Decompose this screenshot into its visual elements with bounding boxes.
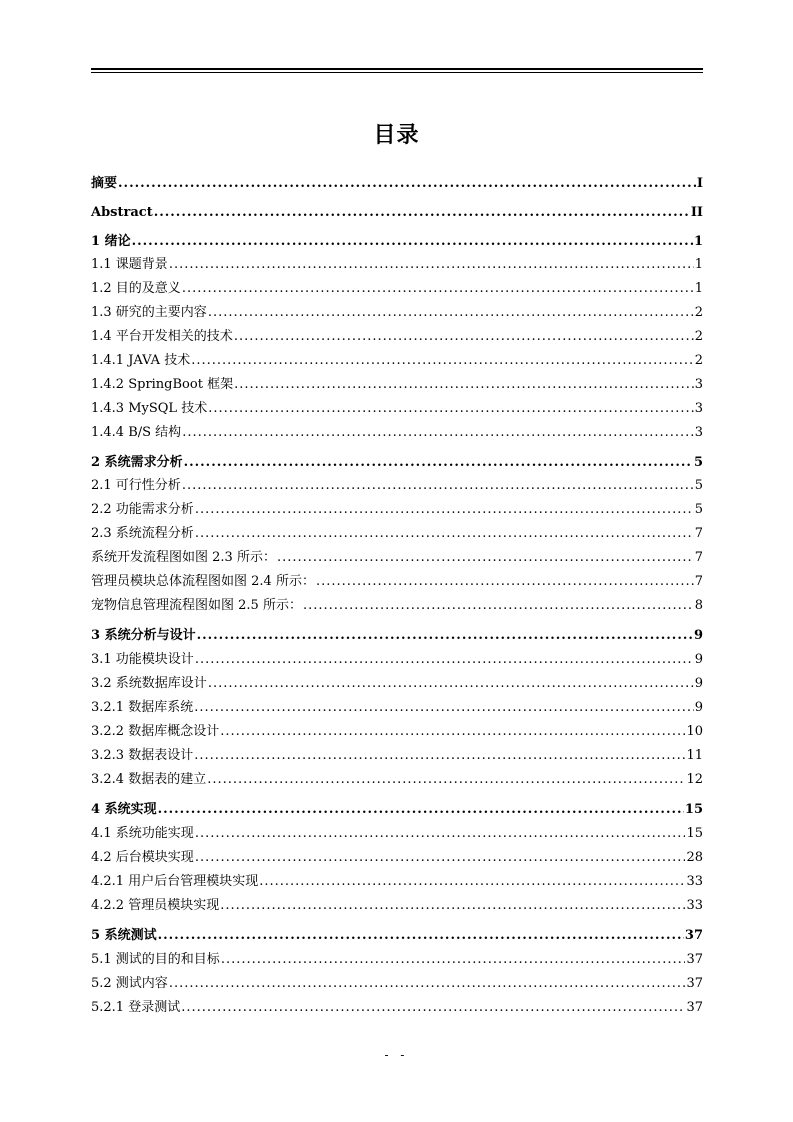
toc-entry-page: 1 [694,281,703,296]
toc-entry[interactable] [91,948,703,968]
toc-entry[interactable] [91,648,703,668]
toc-entry[interactable] [91,201,703,221]
toc-dot-leader [184,455,693,471]
toc-entry-label: 4.2.1 用户后台管理模块实现 [91,874,259,889]
toc-dot-leader [208,676,694,692]
toc-entry[interactable] [91,301,703,321]
toc-entry-page: 9 [694,700,703,715]
toc-entry-page: 37 [686,976,703,991]
toc-entry-label: 4.1 系统功能实现 [91,826,194,841]
toc-entry-label: 4.2 后台模块实现 [91,850,194,865]
toc-entry[interactable] [91,397,703,417]
toc-entry-page: 3 [694,377,703,392]
toc-dot-leader [154,205,690,221]
toc-entry-label: 5 系统测试 [91,928,157,943]
toc-entry[interactable] [91,894,703,914]
toc-entry-label: 1 绪论 [91,234,131,249]
toc-entry-page: 15 [686,826,703,841]
toc-entry-page: 15 [684,802,703,817]
toc-entry-label: 1.2 目的及意义 [91,281,181,296]
toc-entry-label: 1.4.1 JAVA 技术 [91,353,191,368]
toc-entry[interactable] [91,672,703,692]
toc-entry-page: 37 [686,1000,703,1015]
toc-title: 目录 [373,123,420,148]
toc-entry-label: 5.2 测试内容 [91,976,168,991]
toc-entry-page: 10 [686,724,703,739]
toc-entry-page: 28 [686,850,703,865]
toc-entry-page: 5 [694,478,703,493]
toc-entry-label: 3.2.1 数据库系统 [91,700,194,715]
toc-dot-leader [158,802,684,818]
toc-entry-label: 3.2 系统数据库设计 [91,676,207,691]
toc-entry[interactable] [91,594,703,614]
toc-entry[interactable] [91,546,703,566]
header-rule-thick [91,68,703,70]
toc-entry[interactable] [91,451,703,471]
toc-entry-label: 宠物信息管理流程图如图 2.5 所示： [91,598,302,613]
toc-entry-page: 7 [694,550,703,565]
toc-entry-page: 3 [694,401,703,416]
toc-dot-leader [234,377,694,393]
toc-entry[interactable] [91,522,703,542]
toc-entry-page: 2 [694,305,703,320]
toc-entry-page: 7 [694,574,703,589]
toc-entry[interactable] [91,798,703,818]
toc-dot-leader [195,526,694,542]
toc-entry-page: 8 [694,598,703,613]
toc-entry[interactable] [91,744,703,764]
toc-entry-page: 37 [686,952,703,967]
toc-entry-page: 1 [694,257,703,272]
toc-entry[interactable] [91,498,703,518]
toc-entry-page: 7 [694,526,703,541]
toc-entry[interactable] [91,172,703,192]
toc-dot-leader [259,874,685,890]
toc-entry[interactable] [91,373,703,393]
toc-entry[interactable] [91,570,703,590]
toc-entry-label: 4.2.2 管理员模块实现 [91,898,220,913]
toc-entry-label: 3 系统分析与设计 [91,628,196,643]
toc-entry[interactable] [91,474,703,494]
toc-entry-page: 3 [694,425,703,440]
toc-dot-leader [195,502,694,518]
toc-dot-leader [182,281,694,297]
toc-entry[interactable] [91,349,703,369]
toc-entry-page: 5 [694,502,703,517]
toc-entry-label: 2.1 可行性分析 [91,478,181,493]
toc-entry[interactable] [91,277,703,297]
toc-entry-page: I [696,176,703,191]
toc-entry-label: 2.2 功能需求分析 [91,502,194,517]
toc-dot-leader [182,478,694,494]
toc-entry-page: 11 [686,748,703,763]
toc-entry[interactable] [91,768,703,788]
toc-dot-leader [221,952,686,968]
toc-dot-leader [303,598,694,614]
toc-entry-label: 1.1 课题背景 [91,257,168,272]
toc-entry-label: 摘要 [91,176,118,191]
toc-entry[interactable] [91,822,703,842]
toc-entry-label: 系统开发流程图如图 2.3 所示： [91,550,276,565]
toc-entry[interactable] [91,996,703,1016]
toc-entry-page: 33 [686,898,703,913]
toc-entry-label: 管理员模块总体流程图如图 2.4 所示： [91,574,315,589]
toc-dot-leader [182,425,694,441]
toc-entry[interactable] [91,924,703,944]
toc-entry-label: 1.4.2 SpringBoot 框架 [91,377,234,392]
toc-dot-leader [191,353,694,369]
toc-entry-label: 2.3 系统流程分析 [91,526,194,541]
toc-entry-page: 12 [686,772,703,787]
toc-dot-leader [220,724,685,740]
toc-entry[interactable] [91,846,703,866]
toc-entry[interactable] [91,870,703,890]
toc-dot-leader [169,976,686,992]
toc-entry-page: 5 [693,455,703,470]
toc-dot-leader [195,826,686,842]
toc-entry-page: 9 [694,652,703,667]
toc-entry-label: 1.4 平台开发相关的技术 [91,329,233,344]
toc-entry[interactable] [91,230,703,250]
toc-entry-label: 3.1 功能模块设计 [91,652,194,667]
toc-entry-page: 33 [686,874,703,889]
toc-entry[interactable] [91,253,703,273]
toc-dot-leader [208,305,694,321]
toc-dot-leader [197,628,693,644]
toc-dot-leader [195,850,686,866]
toc-entry-label: 5.1 测试的目的和目标 [91,952,220,967]
toc-entry-label: 3.2.2 数据库概念设计 [91,724,220,739]
toc-entry-label: Abstract [91,205,153,220]
toc-dot-leader [158,928,684,944]
toc-dot-leader [234,329,694,345]
toc-entry-page: 9 [693,628,703,643]
toc-entry[interactable] [91,696,703,716]
toc-dot-leader [207,772,685,788]
toc-dot-leader [220,898,685,914]
toc-entry-label: 1.4.4 B/S 结构 [91,425,182,440]
toc-dot-leader [195,652,694,668]
toc-entry-page: 9 [694,676,703,691]
toc-entry-page: 2 [694,329,703,344]
toc-entry-page: 2 [694,353,703,368]
toc-dot-leader [208,401,694,417]
toc-entry-page: 37 [684,928,703,943]
toc-entry[interactable] [91,720,703,740]
toc-dot-leader [181,1000,685,1016]
page-footer: - - [384,1048,409,1062]
toc-entry-label: 1.3 研究的主要内容 [91,305,207,320]
toc-entry-label: 2 系统需求分析 [91,455,183,470]
toc-entry[interactable] [91,421,703,441]
toc-entry-label: 3.2.3 数据表设计 [91,748,194,763]
toc-entry-label: 3.2.4 数据表的建立 [91,772,207,787]
toc-entry-label: 4 系统实现 [91,802,157,817]
toc-entry-label: 1.4.3 MySQL 技术 [91,401,208,416]
toc-entry-page: 1 [693,234,703,249]
toc-entry-label: 5.2.1 登录测试 [91,1000,181,1015]
toc-dot-leader [316,574,694,590]
toc-dot-leader [169,257,694,273]
toc-dot-leader [194,748,685,764]
toc-entry[interactable] [91,325,703,345]
toc-dot-leader [277,550,694,566]
header-rule-thin [91,72,703,73]
toc-dot-leader [118,176,696,192]
toc-entry[interactable] [91,624,703,644]
toc-entry-page: II [690,205,703,220]
toc-entry[interactable] [91,972,703,992]
toc-dot-leader [194,700,694,716]
toc-dot-leader [132,234,693,250]
